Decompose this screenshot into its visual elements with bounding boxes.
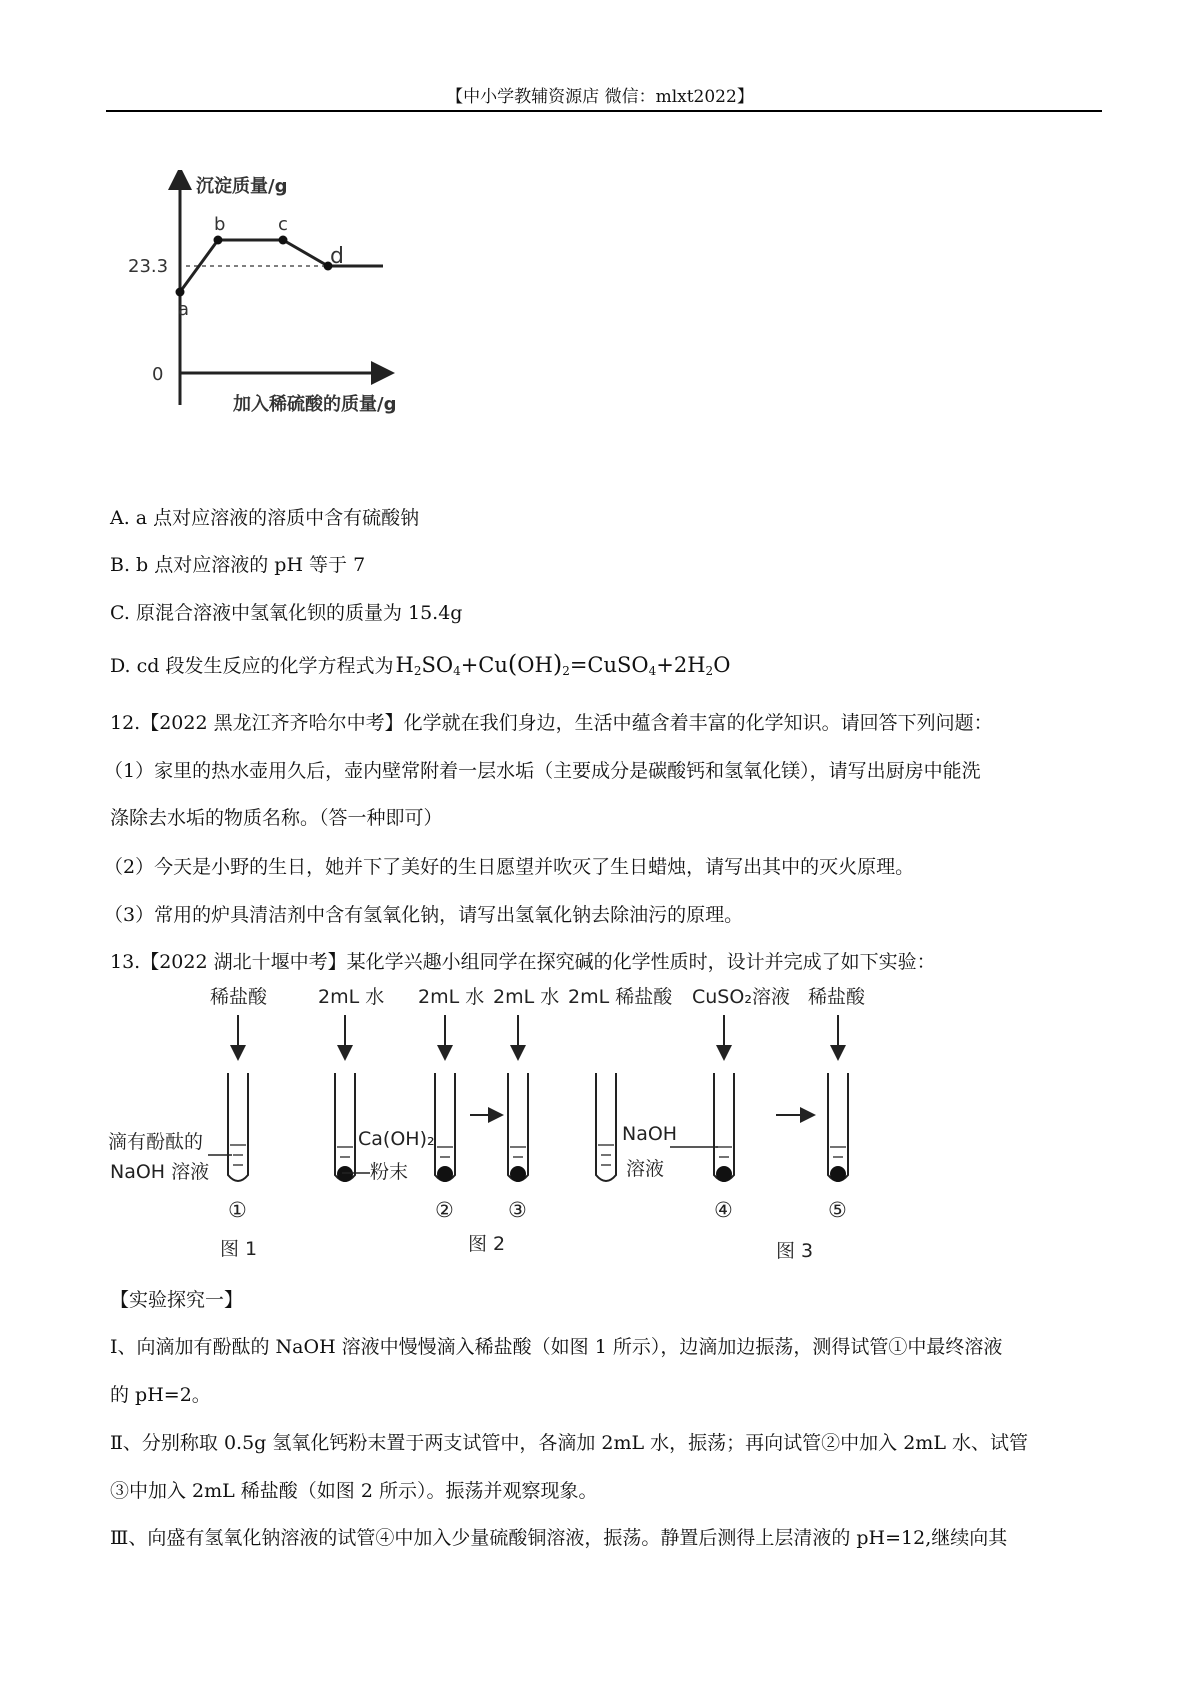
tube-number-2: ② [435,1198,454,1222]
step1-a: Ⅰ、向滴加有酚酞的 NaOH 溶液中慢慢滴入稀盐酸（如图 1 所示），边滴加边振荡，测得试管①中最终溶液 [110,1336,1003,1358]
fig3-side-label-1: NaOH [622,1123,678,1145]
label-fig2-water-a: 2mL 水 [318,986,385,1008]
y-value-label: 23.3 [128,256,169,277]
origin-label: 0 [152,364,164,385]
option-c: C. 原混合溶液中氢氧化钡的质量为 15.4g [110,602,463,624]
y-axis-label: 沉淀质量/g [196,176,288,197]
fig1-side-label-1: 滴有酚酞的 [108,1131,204,1153]
fig2-side-label-2: 粉末 [370,1161,409,1183]
label-fig3-acid: 稀盐酸 [808,986,866,1008]
option-a: A. a 点对应溶液的溶质中含有硫酸钠 [110,507,420,529]
step2-a: Ⅱ、分别称取 0.5g 氢氧化钙粉末置于两支试管中，各滴加 2mL 水，振荡；再向试管②中加入 2mL 水、试管 [110,1432,1028,1454]
caption-fig1: 图 1 [220,1238,258,1260]
label-fig1-reagent: 稀盐酸 [210,986,268,1008]
fig3-side-label-2: 溶液 [626,1158,665,1180]
step1-b: 的 pH=2。 [110,1384,211,1406]
label-fig2-water-c: 2mL 水 [493,986,560,1008]
option-d-text: D. cd 段发生反应的化学方程式为 [110,655,394,677]
option-d [110,650,730,678]
q12-part1b: 涤除去水垢的物质名称。（答一种即可） [110,807,443,829]
tube-number-1: ① [228,1198,247,1222]
fig2-side-label-1: Ca(OH)₂ [358,1128,435,1150]
fig1-side-label-2: NaOH 溶液 [110,1161,210,1183]
experiment-figure [108,975,1008,1265]
point-b: b [214,214,226,235]
step2-b: ③中加入 2mL 稀盐酸（如图 2 所示）。振荡并观察现象。 [110,1480,598,1502]
q12-part1a: （1）家里的热水壶用久后，壶内壁常附着一层水垢（主要成分是碳酸钙和氢氧化镁），请写出厨房中能洗 [104,760,981,782]
caption-fig3: 图 3 [776,1240,814,1262]
q12-stem: 12.【2022 黑龙江齐齐哈尔中考】化学就在我们身边，生活中蕴含着丰富的化学知识。请回答下列问题： [110,712,993,734]
tube-number-5: ⑤ [828,1198,847,1222]
label-fig3-cuso: CuSO₂溶液 [692,986,790,1008]
point-c: c [278,214,288,235]
page-header: 【中小学教辅资源店 微信：mlxt2022】 [446,87,754,107]
explore-title: 【实验探究一】 [110,1289,244,1311]
option-d-formula: $H_2SO_4+Cu(OH)_2=CuSO_4+2H_2O$ [395,650,731,678]
q12-part3: （3）常用的炉具清洁剂中含有氢氧化钠，请写出氢氧化钠去除油污的原理。 [104,904,744,926]
point-d: d [330,244,344,269]
x-axis-label: 加入稀硫酸的质量/g [233,394,397,415]
q13-stem: 13.【2022 湖北十堰中考】某化学兴趣小组同学在探究碱的化学性质时，设计并完成了如下实验： [110,951,936,973]
caption-fig2: 图 2 [468,1233,506,1255]
tube-number-4: ④ [714,1198,733,1222]
q12-part2: （2）今天是小野的生日，她并下了美好的生日愿望并吹灭了生日蜡烛，请写出其中的灭火原理。 [104,856,915,878]
header-divider [106,110,1102,112]
step3-a: Ⅲ、向盛有氢氧化钠溶液的试管④中加入少量硫酸铜溶液，振荡。静置后测得上层清液的 pH=12,继续向其 [110,1527,1008,1549]
label-fig2-acid: 2mL 稀盐酸 [568,986,673,1008]
tube-number-3: ③ [508,1198,527,1222]
label-fig2-water-b: 2mL 水 [418,986,485,1008]
precipitate-graph [118,170,438,460]
option-b: B. b 点对应溶液的 pH 等于 7 [110,554,366,576]
point-a: a [178,299,190,320]
